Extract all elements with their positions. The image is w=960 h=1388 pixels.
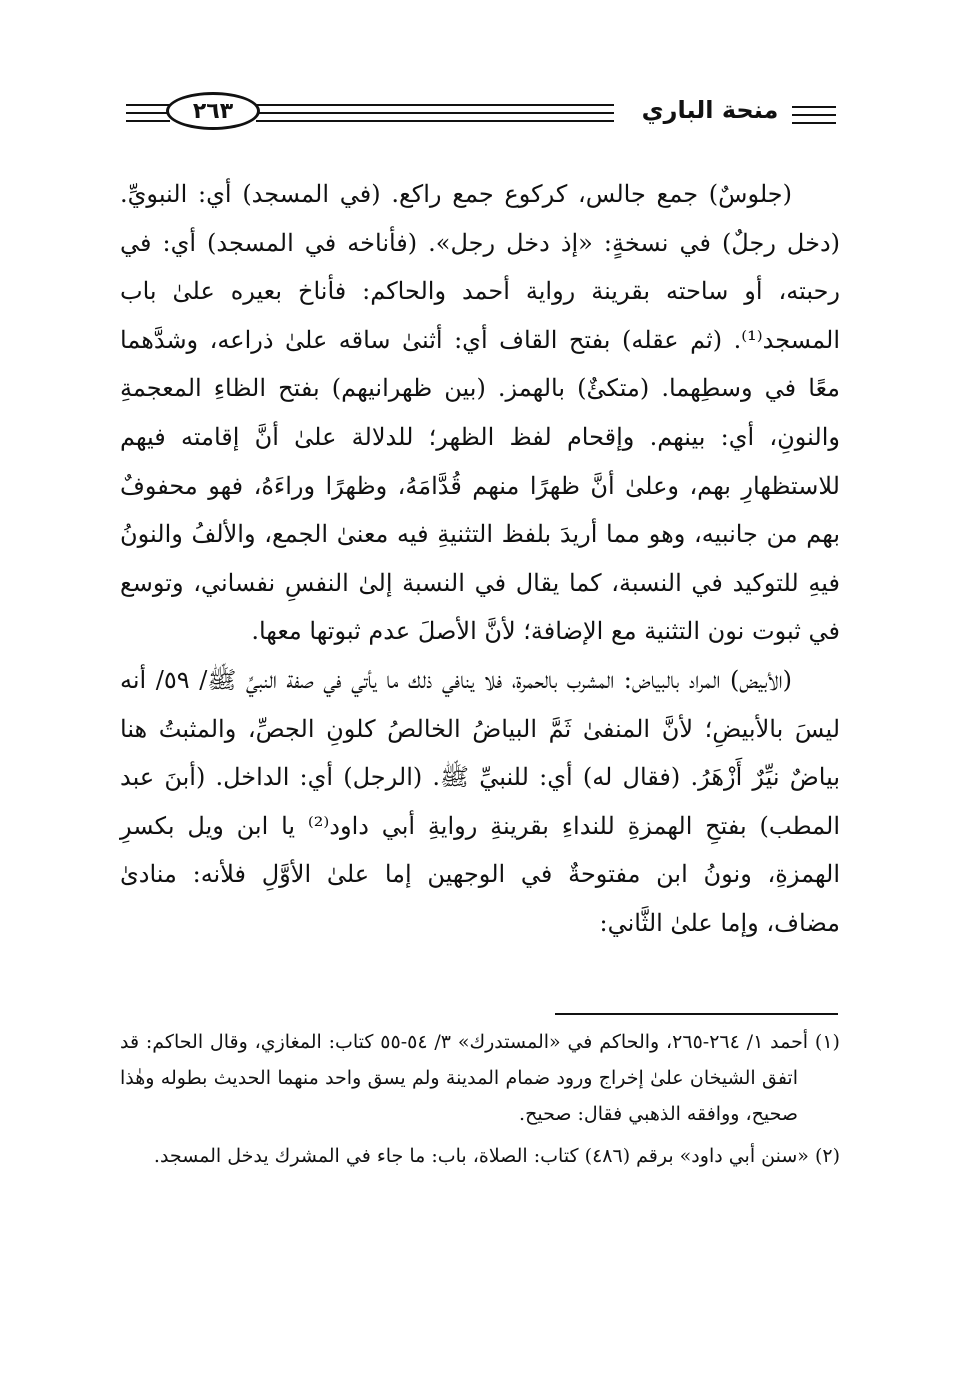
header-rule-right xyxy=(792,114,836,116)
footnote: (١) أحمد ١/ ٢٦٤-٢٦٥، والحاكم في «المستدرك» ٣/ ٥٤-٥٥ كتاب: المغازي، وقال الحاكم: قد اتفق الشيخان علىٰ إخراج ورود ضمام المدينة ولم يسق واحد منهما الحديث بطوله وهٰذا صحيح، ووافقه الذهبي فقال: صحيح. xyxy=(120,1031,840,1125)
header-rule-middle xyxy=(256,112,614,114)
header-rule-middle xyxy=(256,104,614,106)
footnotes xyxy=(120,1024,840,1174)
paragraph: (جلوسٌ) جمع جالس، كركوع جمع راكع. (في المسجد) أي: النبويِّ. (دخل رجلٌ) في نسخةٍ: «إذ دخل رجل». (فأناخه في المسجد) أي: في رحبته، أو ساحته بقرينة رواية أحمد والحاكم: فأناخ بعيره علىٰ باب المسجد⁽¹⁾. (ثم عقله) بفتح القاف أي: أثنىٰ ساقه علىٰ ذراعه، وشدَّهما معًا في وسطِهما. (متكئٌ) بالهمز. (بين ظهرانيهم) بفتح الظاءِ المعجمةِ والنونِ، أي: بينهم. وإقحام لفظ الظهر؛ للدلالة علىٰ أنَّ إقامته فيهم للاستظهارِ بهم، وعلىٰ أنَّ ظهرًا منهم قُدَّامَهُ، وظهرًا وراءَهُ، فهو محفوفٌ بهم من جانبيه، وهو مما أريدَ بلفظ التثنيةِ فيه معنىٰ الجمع، والألفُ والنونُ فيهِ للتوكيد في النسبة، كما يقال في النسبة إلىٰ النفسِ نفساني، وتوسع في ثبوت نون التثنية مع الإضافة؛ لأنَّ الأصلَ عدم ثبوتها معها. xyxy=(120,180,840,646)
header-rule-left xyxy=(126,120,170,122)
running-title: منحة الباري xyxy=(641,96,779,124)
page-number: ٢٦٣ xyxy=(166,92,260,130)
footnote-separator xyxy=(555,1013,838,1015)
header-rule-right xyxy=(792,106,836,108)
paragraph: (الأبيض) المراد بالبياض: المشرب بالحمرة، فلا ينافي ذلك ما يأتي في صفة النبيِّ ﷺ/ ٥٩/ أنه ليسَ بالأبيضِ؛ لأنَّ المنفىٰ ثَمَّ البياضُ الخالصُ كلونِ الجصِّ، والمثبتُ هنا بياضٌ نيِّرٌ أَزْهَرُ. (فقال له) أي: للنبيِّ ﷺ. (الرجل) أي: الداخل. (أبنَ عبد المطب) بفتحِ الهمزةِ للنداءِ بقرينةِ روايةِ أبي داود⁽²⁾ يا ابن ويل بكسرِ الهمزةِ، ونونُ ابن مفتوحةٌ في الوجهين إما علىٰ الأوَّلِ فلأنه: منادىٰ مضاف، وإما علىٰ الثَّاني: xyxy=(120,665,840,937)
footnote: (٢) «سنن أبي داود» برقم (٤٨٦) كتاب: الصلاة، باب: ما جاء في المشرك يدخل المسجد. xyxy=(153,1145,840,1167)
main-text xyxy=(120,170,840,948)
header-rule-left xyxy=(126,104,170,106)
header-rule-left xyxy=(126,112,170,114)
header-rule-middle xyxy=(256,120,614,122)
header-rule-right xyxy=(792,122,836,124)
